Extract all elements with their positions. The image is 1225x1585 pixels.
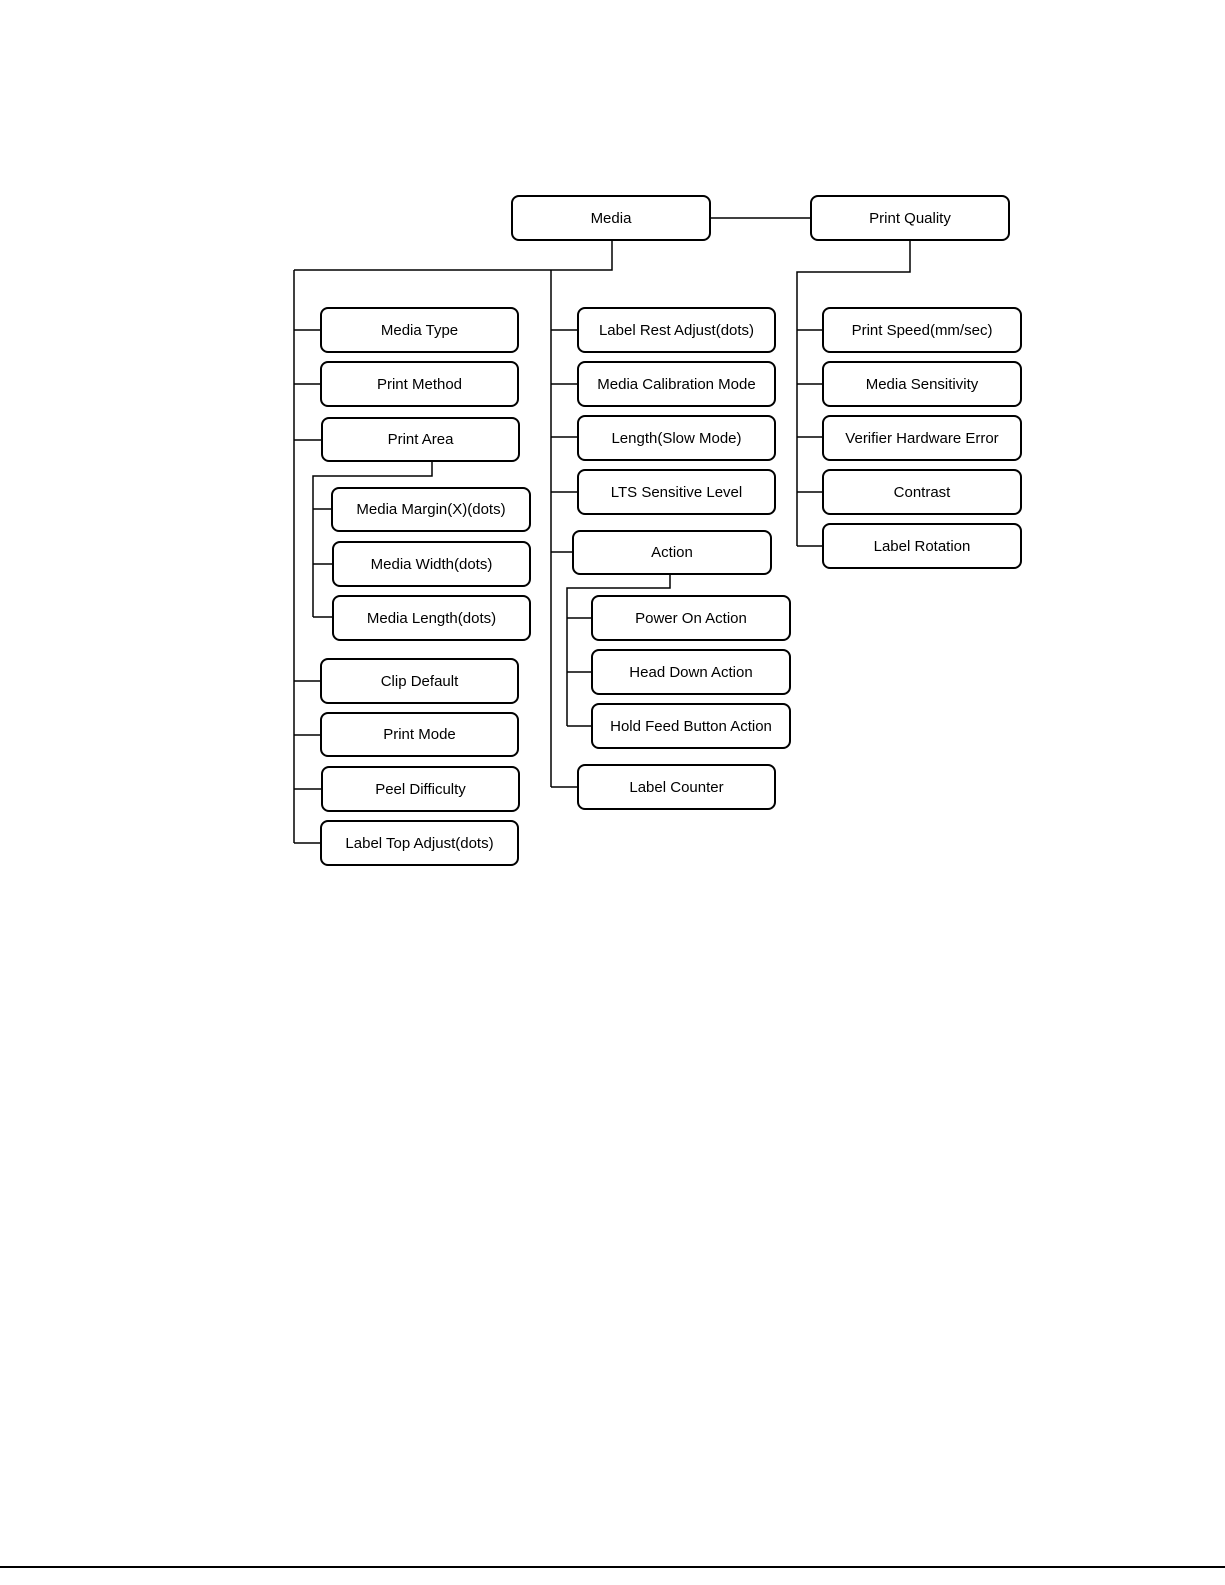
print-quality-node xyxy=(810,195,1010,241)
hold-feed-button-action-node xyxy=(591,703,791,749)
print-mode-label: Print Mode xyxy=(383,726,456,743)
media-calibration-mode-node xyxy=(577,361,776,407)
lts-sensitive-level-node xyxy=(577,469,776,515)
media-node xyxy=(511,195,711,241)
contrast-node xyxy=(822,469,1022,515)
media-margin-label: Media Margin(X)(dots) xyxy=(356,501,506,518)
clip-default-node xyxy=(320,658,519,704)
media-width-node xyxy=(332,541,531,587)
power-on-action-label: Power On Action xyxy=(635,609,747,627)
label-rest-adjust-label: Label Rest Adjust(dots) xyxy=(598,321,755,339)
label-rotation-label: Label Rotation xyxy=(873,537,971,555)
verifier-hardware-error-node xyxy=(822,415,1022,461)
media-calibration-mode-label: Media Calibration Mode xyxy=(597,375,756,393)
media-sensitivity-node xyxy=(822,361,1022,407)
print-speed-label: Print Speed(mm/sec) xyxy=(851,321,993,339)
print-speed-node xyxy=(822,307,1022,353)
clip-default-label: Clip Default xyxy=(380,672,459,690)
label-top-adjust-label: Label Top Adjust(dots) xyxy=(345,834,494,852)
media-type-label: Media Type xyxy=(380,321,459,339)
label-top-adjust-node xyxy=(320,820,519,866)
label-counter-label: Label Counter xyxy=(629,778,724,796)
length-slow-mode-node xyxy=(577,415,776,461)
peel-difficulty-label: Peel Difficulty xyxy=(375,780,466,798)
print-area-node xyxy=(321,417,520,462)
bottom-divider xyxy=(0,1566,1225,1568)
media-margin-node xyxy=(331,487,531,532)
label-rest-adjust-node xyxy=(577,307,776,353)
print-mode-node xyxy=(320,712,519,757)
action-label: Action xyxy=(651,544,693,561)
media-width-label: Media Width(dots) xyxy=(370,555,493,573)
head-down-action-node xyxy=(591,649,791,695)
print-method-label: Print Method xyxy=(376,375,463,393)
print-method-node xyxy=(320,361,519,407)
label-rotation-node xyxy=(822,523,1022,569)
contrast-label: Contrast xyxy=(893,483,951,501)
length-slow-mode-label: Length(Slow Mode) xyxy=(611,429,742,447)
print-quality-label: Print Quality xyxy=(869,209,951,227)
label-counter-node xyxy=(577,764,776,810)
lts-sensitive-level-label: LTS Sensitive Level xyxy=(610,483,743,501)
action-node xyxy=(572,530,772,575)
head-down-action-label: Head Down Action xyxy=(629,663,753,681)
verifier-hardware-error-label: Verifier Hardware Error xyxy=(845,429,999,447)
print-area-label: Print Area xyxy=(387,431,454,448)
hold-feed-button-action-label: Hold Feed Button Action xyxy=(610,717,772,735)
media-label: Media xyxy=(590,209,632,227)
media-type-node xyxy=(320,307,519,353)
media-length-label: Media Length(dots) xyxy=(366,609,497,627)
power-on-action-node xyxy=(591,595,791,641)
media-length-node xyxy=(332,595,531,641)
peel-difficulty-node xyxy=(321,766,520,812)
media-sensitivity-label: Media Sensitivity xyxy=(865,375,979,393)
